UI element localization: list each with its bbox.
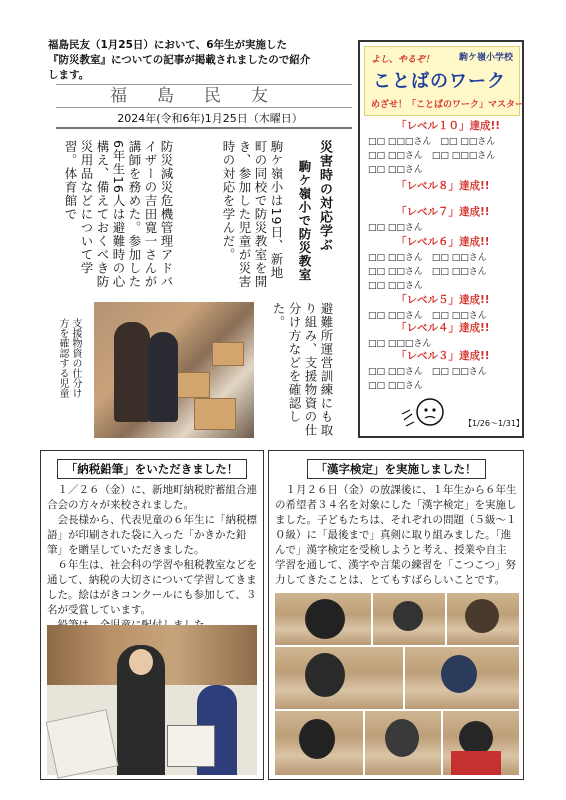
kanji-photo xyxy=(275,647,403,709)
kotoba-banner xyxy=(364,46,525,116)
article-column: 防災減災危機管理アドバイザーの吉田寛一さんが講師を務めた。参加した6年生16人は避難時の心構え、備えておくべき防災用品などについて学習。体育館で xyxy=(63,140,174,289)
article-subheadline: 駒ケ嶺小で防災教室 xyxy=(297,160,312,282)
intro-line: します。 xyxy=(48,69,90,81)
pencil-article-body xyxy=(47,483,257,633)
article-column: 駒ケ嶺小は19日、新地町の同校で防災教室を開き、参加した児童が災害時の対応を学んだ。 xyxy=(221,140,284,289)
mascot-icon xyxy=(400,390,448,430)
level-6-label: 「レベル６」達成!! xyxy=(396,236,490,248)
name-row: □□ □□□さん □□ □□さん xyxy=(368,137,496,147)
kanji-article xyxy=(268,450,524,780)
intro-text xyxy=(48,38,348,83)
kanji-article-body xyxy=(275,483,517,588)
banner-catch: よし、やるぞ！ xyxy=(371,55,435,65)
intro-line: 福島民友（1月25日）において、6年生が実施した xyxy=(48,39,288,51)
name-row: □□ □□さん xyxy=(368,223,423,233)
banner-title: ことばのワーク xyxy=(373,71,506,92)
kanji-article-heading: 「漢字検定」を実施しました！ xyxy=(307,459,486,479)
name-row: □□ □□さん □□ □□さん xyxy=(368,253,487,263)
period-text: 【1/26～1/31】 xyxy=(464,419,524,428)
kanji-photo xyxy=(447,593,519,645)
name-row: □□ □□さん □□ □□さん xyxy=(368,367,487,377)
level-5-label: 「レベル５」達成!! xyxy=(396,294,490,306)
intro-line: 『防災教室』についての記事が掲載されましたので紹介 xyxy=(48,54,311,66)
banner-subtitle: めざせ！「ことばのワーク」マスター xyxy=(371,100,525,110)
school-name: 駒ケ嶺小学校 xyxy=(458,53,513,63)
kanji-photo xyxy=(365,711,441,775)
article-headline: 災害時の対応学ぶ xyxy=(317,140,332,252)
kanji-photo xyxy=(275,593,371,645)
level-4-label: 「レベル４」達成!! xyxy=(396,322,490,334)
paragraph: １／２６（金）に、新地町納税貯蓄組合連合会の方々が来校されました。 xyxy=(47,484,257,511)
name-row: □□ □□さん xyxy=(368,165,423,175)
kotoba-work-panel xyxy=(358,40,524,438)
kanji-photo xyxy=(405,647,519,709)
pencil-article-heading: 「納税鉛筆」をいただきました！ xyxy=(57,459,248,479)
pencil-article xyxy=(40,450,264,780)
name-row: □□ □□さん □□ □□さん xyxy=(368,311,487,321)
kanji-photo xyxy=(443,711,519,775)
name-row: □□ □□□さん xyxy=(368,339,432,349)
kanji-photo xyxy=(373,593,445,645)
pencil-ceremony-photo xyxy=(47,625,257,775)
newspaper-masthead: 福島民友 xyxy=(56,84,352,108)
name-row: □□ □□さん □□ □□さん xyxy=(368,267,487,277)
level-7-label: 「レベル７」達成!! xyxy=(396,206,490,218)
article-column: 避難所運営訓練にも取り組み、支援物資の仕分け方などを確認した。 xyxy=(271,302,334,437)
name-row: □□ □□さん xyxy=(368,281,423,291)
level-10-label: 「レベル１０」達成!! xyxy=(396,120,501,132)
disaster-drill-photo xyxy=(94,302,254,438)
level-8-label: 「レベル８」達成!! xyxy=(396,180,490,192)
kanji-photo xyxy=(275,711,363,775)
paragraph: 会長様から、代表児童の６年生に「納税標語」が印刷された袋に入った「かきかた鉛筆」を贈呈していただきました。 xyxy=(47,514,257,556)
name-row: □□ □□さん xyxy=(368,381,423,391)
photo-caption: 支援物資の仕分け方を確認する児童 xyxy=(57,318,81,398)
paragraph: １月２６日（金）の放課後に、１年生から６年生の希望者３４名を対象にした「漢字検定」を実施しました。子どもたちは、それぞれの問題（５級～１０級）に「最後まで」真剣に取り組みました。「進んで」漢字検定を受検しようと考え、授業や自主学習を通して、漢字や言葉の練習を「こつこつ」努力してきたことは、とてもすばらしいことです。 xyxy=(275,484,517,586)
paragraph: ６年生は、社会科の学習や租税教室などを通して、納税の大切さについて学習してきました。絵はがきコンクールにも参加して、３名が受賞しています。 xyxy=(47,559,257,616)
newspaper-date: 2024年(令和6年)1月25日（木曜日） xyxy=(117,112,303,125)
level-3-label: 「レベル３」達成!! xyxy=(396,350,490,362)
name-row: □□ □□さん □□ □□□さん xyxy=(368,151,496,161)
divider xyxy=(56,127,352,129)
